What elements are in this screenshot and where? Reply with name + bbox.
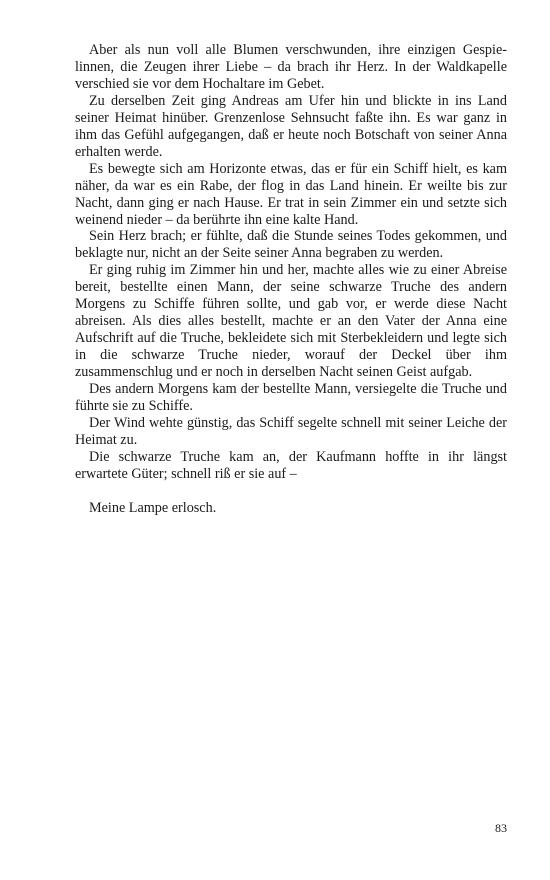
paragraph-final: Meine Lampe erlosch. xyxy=(89,499,217,516)
paragraph-7: Der Wind wehte günstig, das Schiff segelte schnell mit seiner Leiche der Heimat zu. xyxy=(75,414,507,448)
paragraph-5: Er ging ruhig im Zimmer hin und her, machte alles wie zu einer Abreise bereit, bestellte einen Mann, der seine schwarze Truche des andern Morgens zu Schiffe führen sollte, und gab vor, er werde diese Nacht abreisen. Als dies alles bestellt, machte er an den Vater der Anna eine Aufschrift auf die Truche, bekleidete sich mit Sterbekleidern und legte sich in die schwarze Truche nieder, worauf der Deckel über ihm zusammenschlug und er noch in derselben Nacht seinen Geist aufgab. xyxy=(75,262,507,381)
paragraph-8: Die schwarze Truche kam an, der Kaufmann hoffte in ihr längst erwartete Güter; schnell riß er sie auf – xyxy=(75,448,507,482)
page-text-block xyxy=(75,42,507,517)
paragraph-3: Es bewegte sich am Horizonte etwas, das er für ein Schiff hielt, es kam näher, da war es ein Rabe, der flog in das Land hinein. Er weilte bis zur Nacht, dann ging er nach Hause. Er trat in sein Zimmer ein und setzte sich weinend nieder – da berührte ihn eine kalte Hand. xyxy=(75,160,507,228)
paragraph-4: Sein Herz brach; er fühlte, daß die Stunde seines Todes gekommen, und beklagte nur, nicht an der Seite seiner Anna begraben zu werden. xyxy=(75,228,507,262)
paragraph-1: Aber als nun voll alle Blumen verschwunden, ihre einzigen Gespielinnen, die Zeugen ihrer Liebe – da brach ihr Herz. In der Waldkapelle verschied sie vor dem Hochaltare im Gebet. xyxy=(75,42,507,92)
paragraph-2: Zu derselben Zeit ging Andreas am Ufer hin und blickte in ins Land seiner Heimat hinüber. Grenzenlose Sehnsucht faßte ihn. Es war ganz in ihm das Gefühl aufgegangen, daß er heute noch Botschaft von seiner Anna erhalten werde. xyxy=(75,92,507,160)
page-number: 83 xyxy=(495,821,507,835)
paragraph-6: Des andern Morgens kam der bestellte Mann, versiegelte die Truche und führte sie zu Schiffe. xyxy=(75,381,507,415)
